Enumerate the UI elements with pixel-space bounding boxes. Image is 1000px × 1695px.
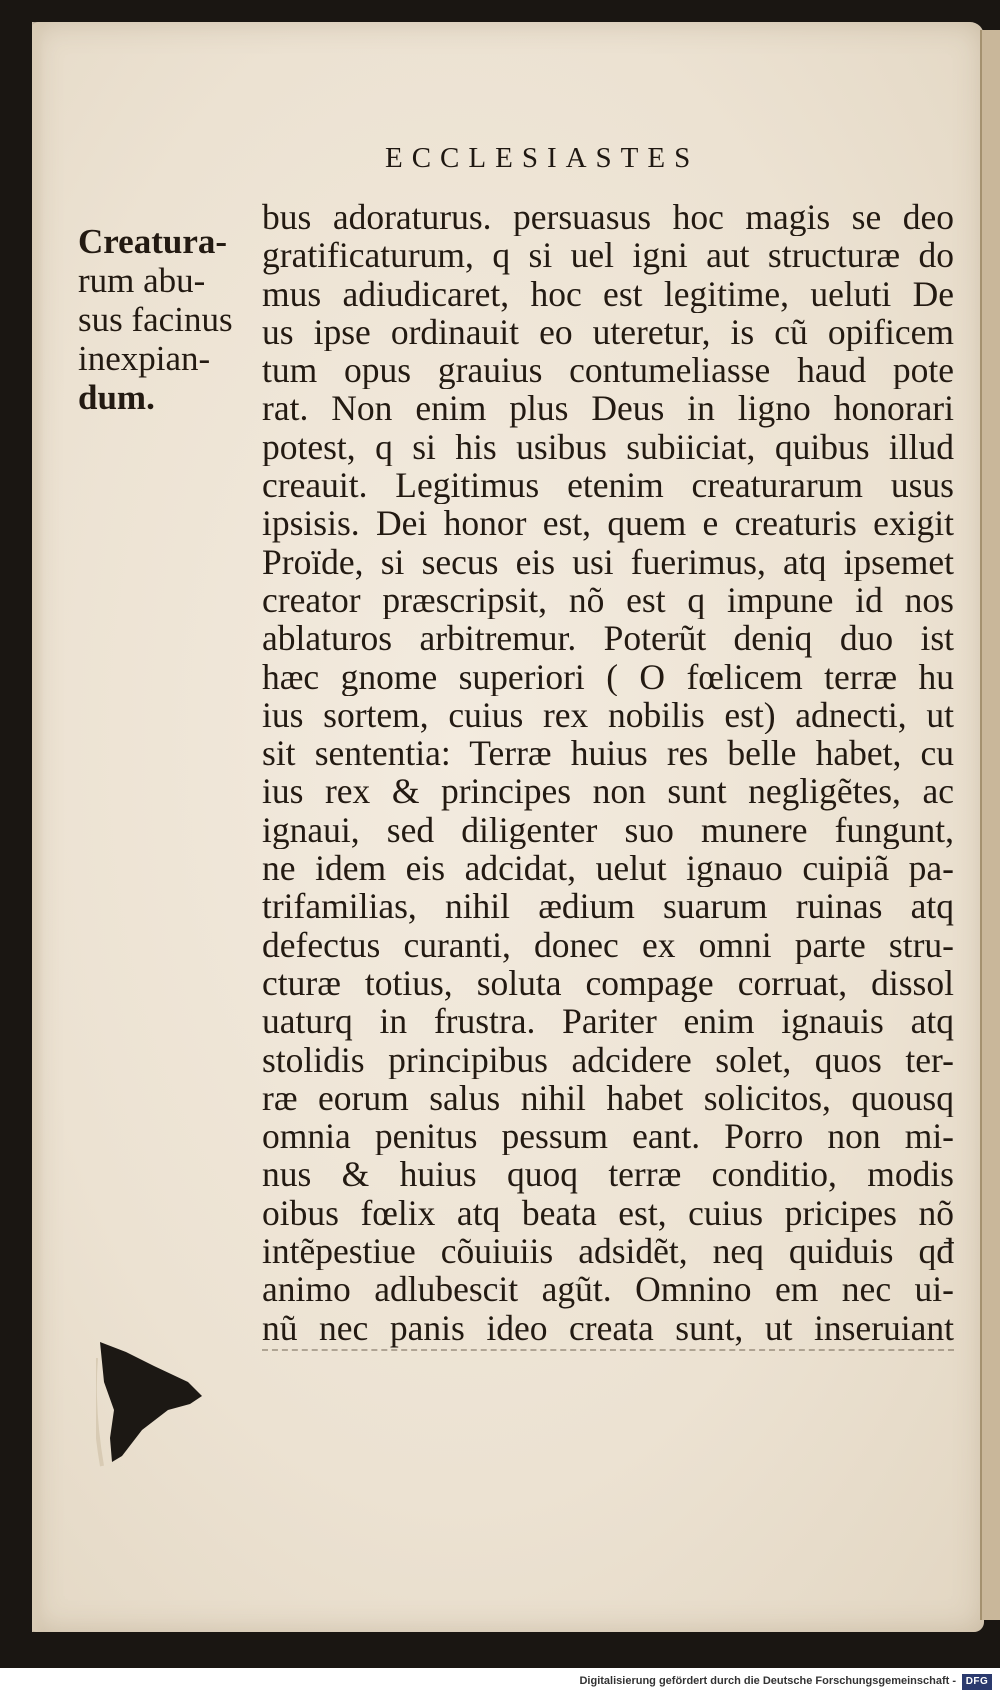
text-line: ablaturos arbitremur. Poterũt deniq duo ist: [262, 619, 954, 658]
text-line: defectus curanti, donec ex omni parte stru-: [262, 925, 954, 964]
text-line: intẽpestiue cõuiuiis adsidẽt, neq quiduis qđ: [262, 1232, 954, 1271]
text-line: ne idem eis adcidat, uelut ignauo cuipiã pa-: [262, 849, 954, 888]
text-line: us ipse ordinauit eo uteretur, is cũ opificem: [262, 312, 954, 352]
marginal-note-line: inexpian-: [78, 339, 211, 378]
text-line: rat. Non enim plus Deus in ligno honorari: [262, 389, 954, 428]
text-line: trifamilias, nihil ædium suarum ruinas atq: [262, 887, 954, 926]
text-line: creator præscripsit, nõ est q impune id nos: [262, 580, 954, 620]
dfg-logo: DFG: [962, 1674, 992, 1690]
text-line: ius sortem, cuius rex nobilis est) adnecti, ut: [262, 695, 954, 735]
text-line: uaturq in frustra. Pariter enim ignauis atq: [262, 1002, 954, 1041]
running-head: ECCLESIASTES: [385, 142, 700, 174]
text-line: hæc gnome superiori ( O fœlicem terræ hu: [262, 657, 954, 696]
marginal-note-line: Creatura-: [78, 222, 228, 261]
text-line: cturæ totius, soluta compage corruat, dissol: [262, 963, 954, 1003]
paper-damage-hole: [96, 1338, 206, 1468]
text-line: stolidis principibus adcidere solet, quos ter-: [262, 1040, 954, 1079]
text-line: bus adoraturus. persuasus hoc magis se deo: [262, 198, 954, 237]
text-line: ignaui, sed diligenter suo munere fungunt,: [262, 810, 954, 850]
marginal-note-line: rum abu-: [78, 261, 206, 300]
text-line: sit sententia: Terræ huius res belle habet, cu: [262, 734, 954, 773]
text-line: potest, q si his usibus subiiciat, quibus illud: [262, 427, 954, 467]
funding-credit: Digitalisierung gefördert durch die Deutsche Forschungsgemeinschaft -: [579, 1675, 956, 1687]
text-line: ræ eorum salus nihil habet solicitos, quousq: [262, 1078, 954, 1118]
page-fore-edge: [980, 30, 1000, 1620]
text-line: animo adlubescit agũt. Omnino em nec ui-: [262, 1270, 954, 1309]
text-line: tum opus grauius contumeliasse haud pote: [262, 351, 954, 390]
text-line: ipsisis. Dei honor est, quem e creaturis exigit: [262, 504, 954, 543]
text-line: ius rex & principes non sunt negligẽtes, ac: [262, 772, 954, 811]
text-line: creauit. Legitimus etenim creaturarum usus: [262, 466, 954, 505]
text-line: omnia penitus pessum eant. Porro non mi-: [262, 1117, 954, 1156]
text-line: gratificaturum, q si uel igni aut structuræ do: [262, 236, 954, 275]
text-line: Proïde, si secus eis usi fuerimus, atq ipsemet: [262, 542, 954, 581]
text-line: nũ nec panis ideo creata sunt, ut inseruiant: [262, 1309, 954, 1351]
body-text: [262, 198, 954, 1351]
marginal-note-line: sus facinus: [78, 300, 233, 339]
marginal-note-line: dum.: [78, 378, 155, 417]
page-gutter-shadow: [32, 22, 44, 1632]
digitization-footer: [0, 1672, 1000, 1695]
text-line: nus & huius quoq terræ conditio, modis: [262, 1155, 954, 1194]
text-line: mus adiudicaret, hoc est legitime, ueluti De: [262, 274, 954, 313]
text-line: oibus fœlix atq beata est, cuius pricipes nõ: [262, 1193, 954, 1233]
marginal-note: [78, 222, 258, 417]
